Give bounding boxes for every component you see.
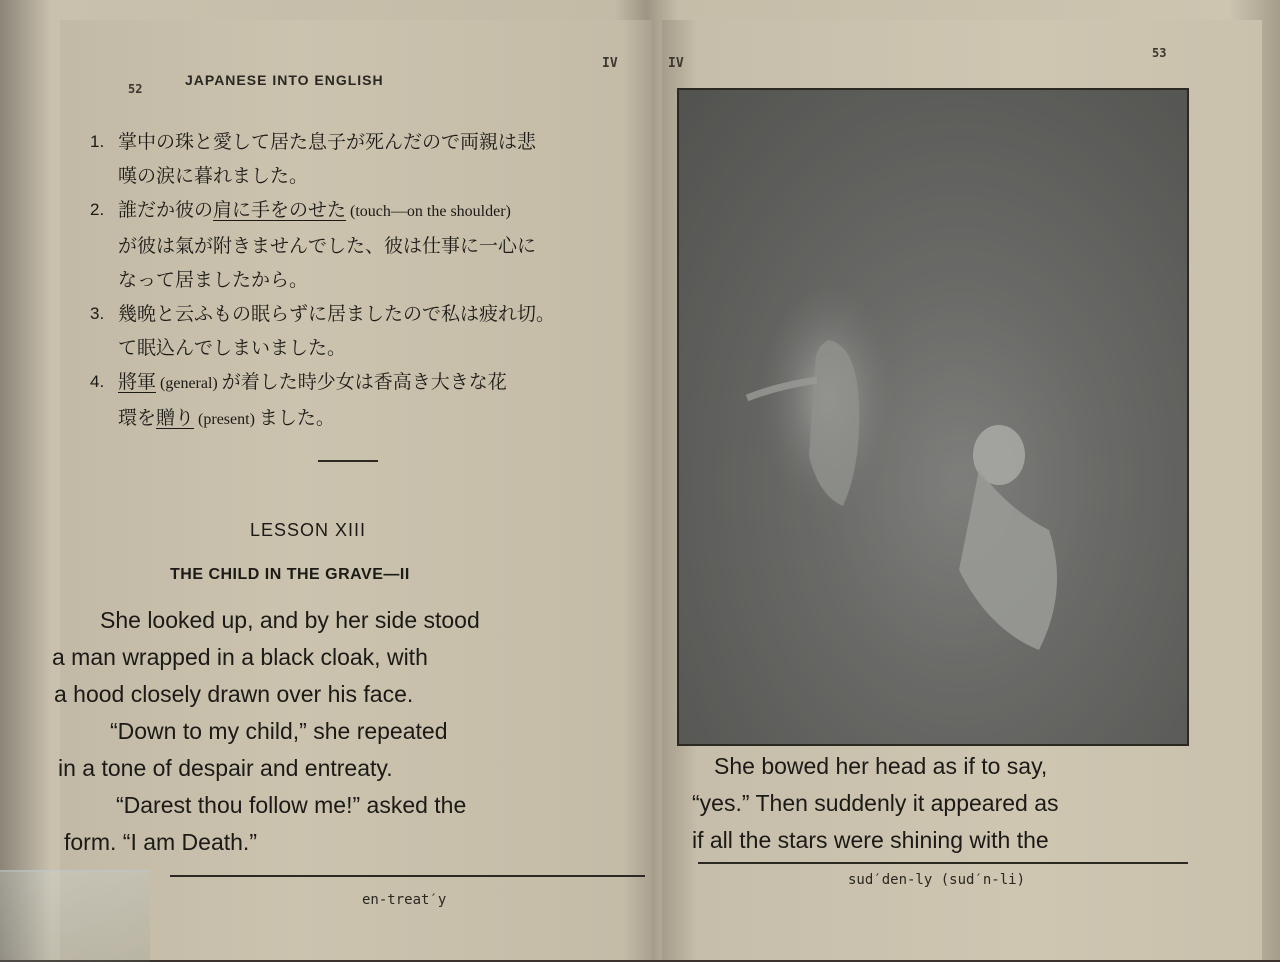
footnote-rule-left <box>170 875 645 877</box>
illustration <box>677 88 1189 746</box>
footnote-rule-right <box>698 862 1188 864</box>
text-line: in a tone of despair and entreaty. <box>58 755 393 781</box>
lesson-heading: LESSON XIII <box>250 520 367 540</box>
text-line: She looked up, and by her side stood <box>100 607 480 633</box>
section-divider <box>318 460 378 462</box>
footnote-left: en-treat′y <box>362 892 447 908</box>
text-line: She bowed her head as if to say, <box>714 753 1048 779</box>
illustration-figures <box>679 90 1187 744</box>
exercise-item: 3. 幾晩と云ふもの眠らずに居ましたので私は疲れ切。 て眠込んでしまいました。 <box>90 303 556 359</box>
glass-stand <box>0 870 150 962</box>
left-body-text <box>52 602 650 861</box>
text-line: form. “I am Death.” <box>64 829 257 855</box>
text-line: “yes.” Then suddenly it appeared as <box>692 790 1059 816</box>
page-number-left: 52 <box>128 82 143 96</box>
text-line: “Down to my child,” she repeated <box>110 718 448 744</box>
text-line: a man wrapped in a black cloak, with <box>52 644 428 670</box>
text-line: “Darest thou follow me!” asked the <box>116 792 467 818</box>
page-number-right: 53 <box>1152 46 1167 60</box>
header-mark-right: IV <box>668 56 684 71</box>
right-body-text <box>692 748 1192 859</box>
exercise-item: 2. 誰だか彼の肩に手をのせた (touch—on the shoulder) が彼は氣が附きませんでした、彼は仕事に一心に なって居ましたから。 <box>90 199 537 291</box>
footnote-right: sud′den-ly (sud′n-li) <box>848 872 1026 888</box>
text-line: a hood closely drawn over his face. <box>54 681 414 707</box>
text-line: if all the stars were shining with the <box>692 827 1049 853</box>
japanese-exercises <box>90 125 570 437</box>
header-mark-left: IV <box>602 56 618 71</box>
running-title: JAPANESE INTO ENGLISH <box>185 72 384 88</box>
lesson-title: THE CHILD IN THE GRAVE—II <box>170 566 410 583</box>
exercise-item: 4. 將軍 (general) が着した時少女は香高き大きな花 環を贈り (present) ました。 <box>90 371 507 429</box>
exercise-item: 1. 掌中の珠と愛して居た息子が死んだので両親は悲 嘆の涙に暮れました。 <box>90 131 537 187</box>
